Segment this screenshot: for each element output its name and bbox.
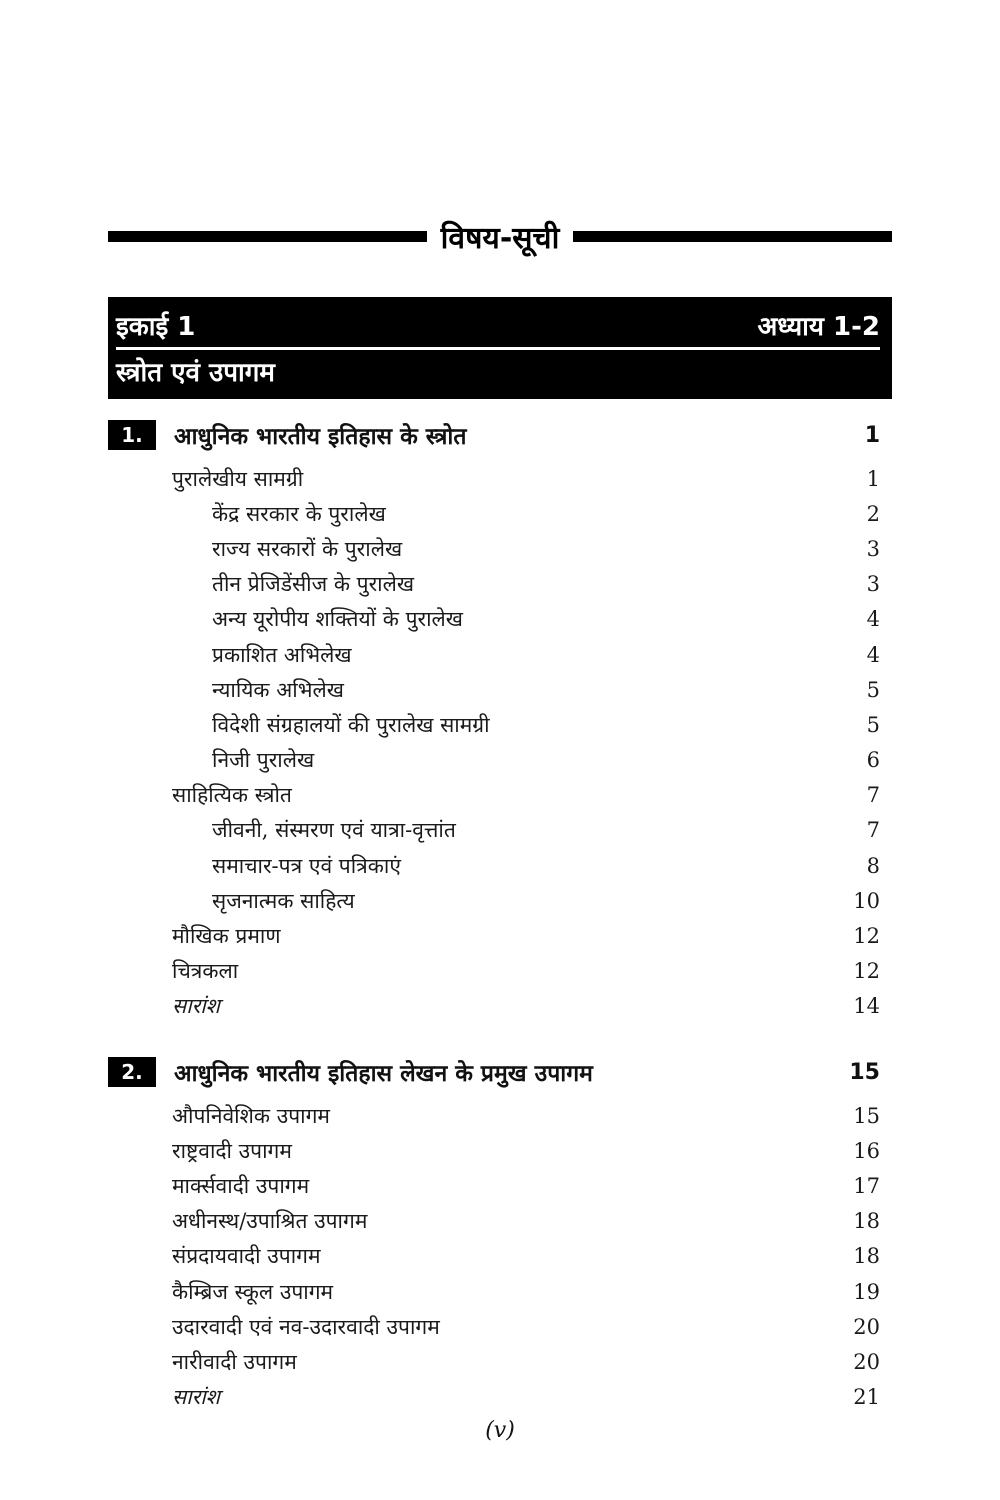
toc-entry-page: 5 bbox=[866, 712, 880, 737]
toc-entry-title: तीन प्रेजिडेंसीज के पुरालेख bbox=[212, 572, 415, 597]
toc-entry-page: 6 bbox=[866, 748, 880, 773]
chapter-2-heading[interactable] bbox=[108, 1052, 880, 1092]
unit-subtitle: स्त्रोत एवं उपागम bbox=[116, 358, 275, 388]
toc-entry[interactable] bbox=[172, 1098, 880, 1133]
toc-entry[interactable] bbox=[172, 1274, 880, 1309]
toc-entry-page: 17 bbox=[853, 1173, 880, 1198]
unit-label: इकाई 1 bbox=[116, 312, 196, 342]
toc-entry-title: सारांश bbox=[172, 1385, 220, 1410]
toc-entry-title: मौखिक प्रमाण bbox=[172, 924, 281, 949]
chapter-page: 1 bbox=[864, 422, 880, 448]
toc-entry-page: 18 bbox=[853, 1209, 880, 1234]
chapter-number-badge: 1. bbox=[108, 420, 156, 450]
toc-entry-page: 20 bbox=[853, 1314, 880, 1339]
toc-entry-title: कैम्ब्रिज स्कूल उपागम bbox=[172, 1279, 334, 1304]
toc-entry[interactable] bbox=[172, 1309, 880, 1344]
toc-entry[interactable] bbox=[172, 602, 880, 637]
toc-entry[interactable] bbox=[172, 989, 880, 1024]
unit-banner-top bbox=[116, 305, 880, 345]
toc-entry-title: पुरालेखीय सामग्री bbox=[172, 466, 304, 491]
chapter-number-badge: 2. bbox=[108, 1057, 156, 1087]
toc-entry[interactable] bbox=[172, 707, 880, 742]
toc-entry-page: 18 bbox=[853, 1244, 880, 1269]
toc-entry[interactable] bbox=[172, 637, 880, 672]
toc-entry[interactable] bbox=[172, 672, 880, 707]
toc-entry-title: निजी पुरालेख bbox=[212, 748, 315, 773]
toc-entry-title: केंद्र सरकार के पुरालेख bbox=[212, 501, 386, 526]
chapter-title: आधुनिक भारतीय इतिहास लेखन के प्रमुख उपागम bbox=[174, 1061, 593, 1087]
toc-entry-title: सृजनात्मक साहित्य bbox=[212, 888, 355, 913]
toc-entry[interactable] bbox=[172, 1239, 880, 1274]
toc-entry-title: विदेशी संग्रहालयों की पुरालेख सामग्री bbox=[212, 712, 490, 737]
chapter-1-entries bbox=[172, 461, 880, 1024]
toc-entry-title: राष्ट्रवादी उपागम bbox=[172, 1138, 292, 1163]
toc-entry-title: नारीवादी उपागम bbox=[172, 1349, 297, 1374]
toc-entry-page: 12 bbox=[853, 924, 880, 949]
unit-divider bbox=[116, 347, 880, 350]
toc-entry-page: 15 bbox=[853, 1103, 880, 1128]
chapter-page: 15 bbox=[849, 1059, 880, 1085]
toc-entry-page: 10 bbox=[853, 888, 880, 913]
toc-entry-title: चित्रकला bbox=[172, 959, 239, 984]
page-title: विषय-सूची bbox=[440, 220, 560, 256]
toc-entry-title: औपनिवेशिक उपागम bbox=[172, 1103, 330, 1128]
toc-entry-title: न्यायिक अभिलेख bbox=[212, 677, 344, 702]
toc-entry[interactable] bbox=[172, 496, 880, 531]
toc-entry-title: राज्य सरकारों के पुरालेख bbox=[212, 536, 403, 561]
toc-entry-page: 4 bbox=[866, 642, 880, 667]
heading-rule-left bbox=[108, 231, 427, 242]
toc-entry[interactable] bbox=[172, 531, 880, 566]
heading-rule-right bbox=[573, 231, 892, 242]
toc-entry-page: 2 bbox=[866, 501, 880, 526]
toc-entry[interactable] bbox=[172, 778, 880, 813]
toc-entry[interactable] bbox=[172, 848, 880, 883]
toc-entry-title: सारांश bbox=[172, 994, 220, 1019]
toc-entry-page: 21 bbox=[853, 1385, 880, 1410]
chapter-1-heading[interactable] bbox=[108, 415, 880, 455]
chapter-title: आधुनिक भारतीय इतिहास के स्त्रोत bbox=[174, 424, 467, 450]
toc-entry[interactable] bbox=[172, 918, 880, 953]
toc-entry[interactable] bbox=[172, 813, 880, 848]
toc-entry[interactable] bbox=[172, 954, 880, 989]
toc-entry-page: 7 bbox=[866, 818, 880, 843]
toc-entry-page: 1 bbox=[866, 466, 880, 491]
toc-entry-page: 3 bbox=[866, 536, 880, 561]
toc-entry[interactable] bbox=[172, 1133, 880, 1168]
toc-entry[interactable] bbox=[172, 743, 880, 778]
toc-entry-title: अधीनस्थ/उपाश्रित उपागम bbox=[172, 1209, 368, 1234]
chapter-2-entries bbox=[172, 1098, 880, 1415]
unit-chapters-range: अध्याय 1-2 bbox=[757, 312, 880, 342]
toc-entry-page: 5 bbox=[866, 677, 880, 702]
toc-entry-page: 12 bbox=[853, 959, 880, 984]
toc-entry[interactable] bbox=[172, 567, 880, 602]
toc-entry-page: 16 bbox=[853, 1138, 880, 1163]
toc-entry[interactable] bbox=[172, 1204, 880, 1239]
toc-entry[interactable] bbox=[172, 1380, 880, 1415]
page-number: (v) bbox=[485, 1418, 515, 1443]
toc-entry-title: साहित्यिक स्त्रोत bbox=[172, 783, 292, 808]
toc-heading bbox=[108, 212, 892, 260]
toc-entry-page: 7 bbox=[866, 783, 880, 808]
toc-entry-title: उदारवादी एवं नव-उदारवादी उपागम bbox=[172, 1314, 440, 1339]
toc-entry[interactable] bbox=[172, 883, 880, 918]
toc-entry-page: 19 bbox=[853, 1279, 880, 1304]
toc-entry-title: समाचार-पत्र एवं पत्रिकाएं bbox=[212, 853, 401, 878]
toc-entry[interactable] bbox=[172, 1168, 880, 1203]
toc-entry-title: संप्रदायवादी उपागम bbox=[172, 1244, 321, 1269]
toc-entry-page: 8 bbox=[866, 853, 880, 878]
toc-entry-title: जीवनी, संस्मरण एवं यात्रा-वृत्तांत bbox=[212, 818, 456, 843]
toc-entry-page: 20 bbox=[853, 1349, 880, 1374]
toc-entry[interactable] bbox=[172, 1344, 880, 1379]
toc-entry-title: अन्य यूरोपीय शक्तियों के पुरालेख bbox=[212, 607, 463, 632]
unit-banner bbox=[108, 297, 892, 399]
toc-entry-title: प्रकाशित अभिलेख bbox=[212, 642, 352, 667]
toc-entry-page: 3 bbox=[866, 572, 880, 597]
toc-entry-page: 14 bbox=[853, 994, 880, 1019]
toc-entry-title: मार्क्सवादी उपागम bbox=[172, 1173, 310, 1198]
toc-entry[interactable] bbox=[172, 461, 880, 496]
toc-entry-page: 4 bbox=[866, 607, 880, 632]
